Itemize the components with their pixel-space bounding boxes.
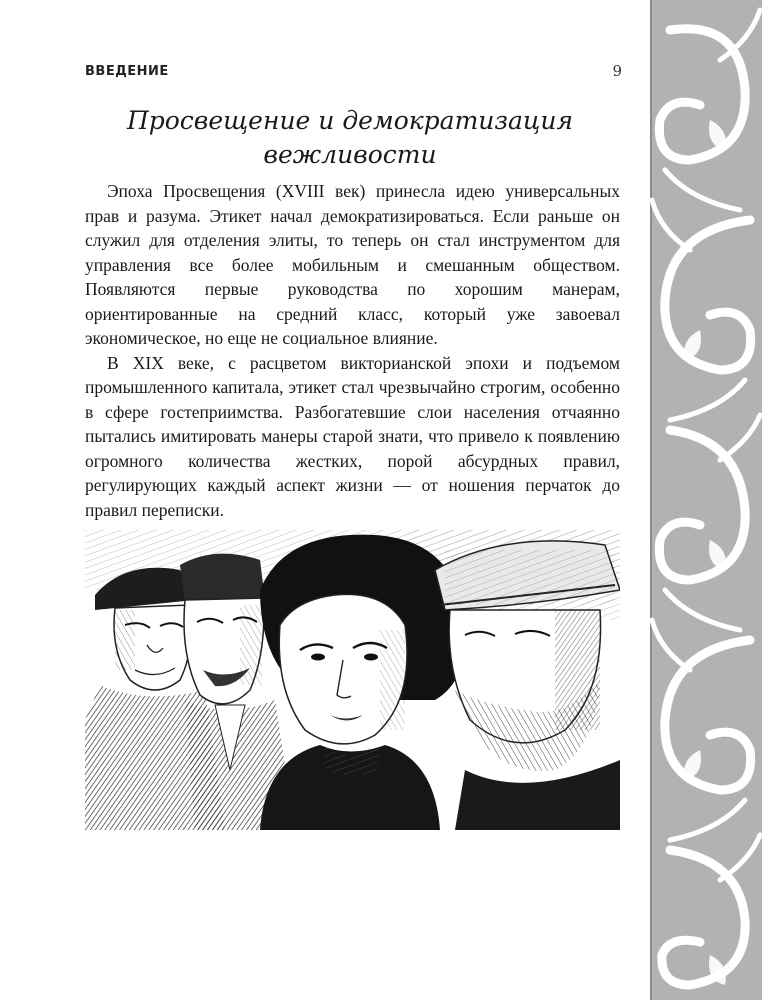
paragraph-victorian: В XIX веке, с расцветом викторианской эпохи и подъемом промышленного капитала, этикет стал чрезвычайно строгим, особенно в сфере гостеприимства. Разбогатевшие слои населения отчаянно пытались имитировать манеры старой знати, что привело к появлению огромного количества жестких, порой абсурдных правил, регулирующих каждый аспект жизни — от ношения перчаток до правил переписки.: [85, 352, 620, 520]
section-title-line-1: Просвещение и демократизация: [126, 106, 574, 135]
baroque-ornament-border: [650, 0, 762, 1000]
body-text: [85, 179, 620, 522]
section-title-line-2: вежливости: [263, 140, 437, 169]
woman-center: [260, 535, 466, 830]
section-title: [100, 104, 600, 172]
paragraph-enlightenment: Эпоха Просвещения (XVIII век) принесла идею универсальных прав и разума. Этикет начал демократизироваться. Если раньше он служил для отделения элиты, то теперь он стал инструментом для управления все более мобильным и смешанным обществом. Появляются первые руководства по хорошим манерам, ориентированные на средний класс, который уже завоевал экономическое, но еще не социальное влияние.: [85, 181, 620, 348]
crowd-engraving-illustration: [85, 530, 620, 830]
page-number: 9: [612, 62, 622, 80]
bearded-man-right: [435, 541, 620, 830]
running-header: ВВЕДЕНИЕ: [85, 64, 169, 79]
